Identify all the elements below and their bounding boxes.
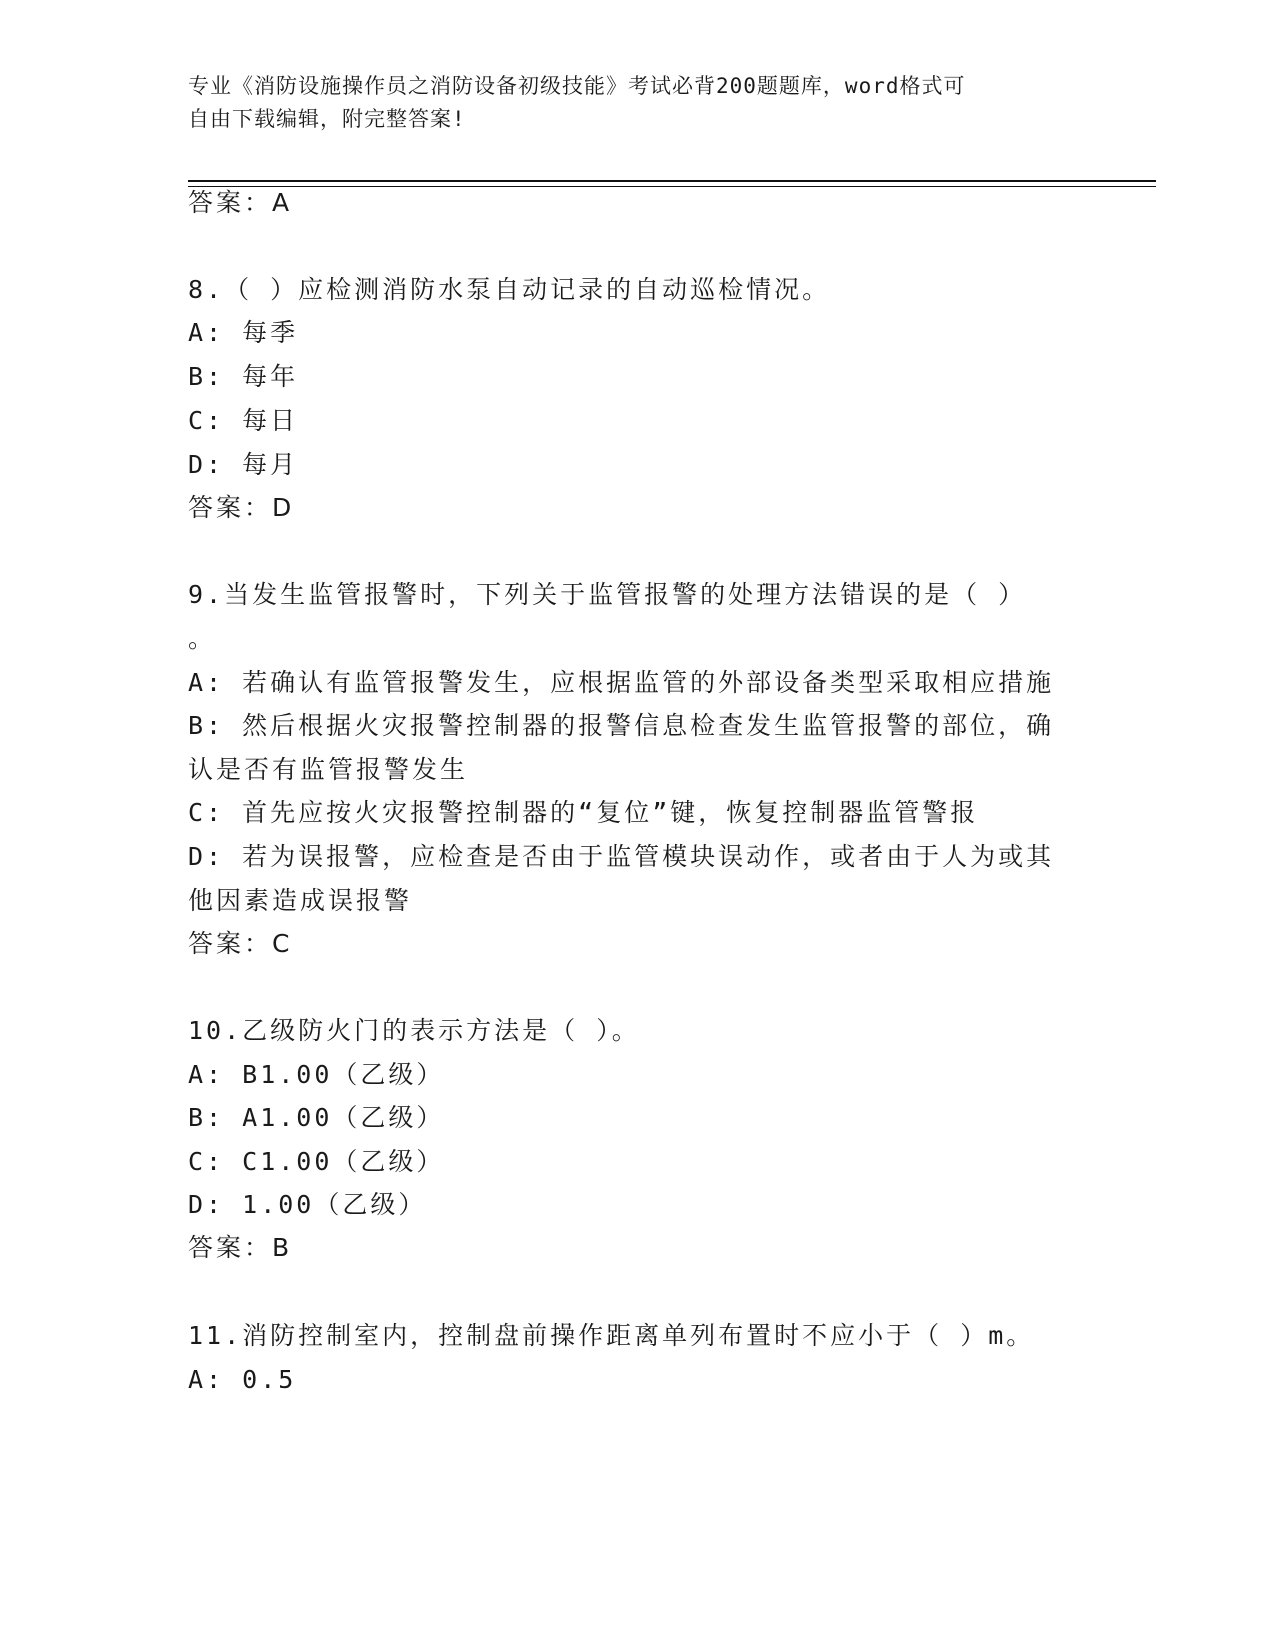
option-11a: A: 0.5	[188, 1365, 297, 1394]
option-9b-line-2: 认是否有监管报警发生	[188, 755, 469, 784]
option-9a: A: 若确认有监管报警发生，应根据监管的外部设备类型采取相应措施	[188, 668, 1055, 697]
question-9-line-2: 。	[188, 624, 217, 653]
question-8: 8.（ ）应检测消防水泵自动记录的自动巡检情况。	[188, 275, 831, 304]
option-8d: D: 每月	[188, 450, 299, 479]
option-8a: A: 每季	[188, 318, 299, 347]
header-line-1: 专业《消防设施操作员之消防设备初级技能》考试必背200题题库，word格式可	[188, 74, 966, 98]
option-9d-line-2: 他因素造成误报警	[188, 886, 413, 915]
option-8b: B: 每年	[188, 362, 299, 391]
question-10: 10.乙级防火门的表示方法是（ ）。	[188, 1016, 640, 1045]
answer-10: 答案：B	[188, 1233, 293, 1262]
option-10d: D: 1.00（乙级）	[188, 1190, 427, 1219]
option-9d-line-1: D: 若为误报警，应检查是否由于监管模块误动作，或者由于人为或其	[188, 842, 1055, 871]
option-9b-line-1: B: 然后根据火灾报警控制器的报警信息检查发生监管报警的部位，确	[188, 711, 1055, 740]
page-header	[188, 70, 1088, 136]
question-11: 11.消防控制室内，控制盘前操作距离单列布置时不应小于（ ）m。	[188, 1321, 1035, 1350]
option-10c: C: C1.00（乙级）	[188, 1147, 445, 1176]
answer-9: 答案：C	[188, 929, 293, 958]
answer-7: 答案：A	[188, 188, 293, 217]
header-divider-thick	[188, 180, 1156, 182]
header-divider-thin	[188, 186, 1156, 187]
option-8c: C: 每日	[188, 406, 299, 435]
option-9c: C: 首先应按火灾报警控制器的“复位”键，恢复控制器监管警报	[188, 798, 979, 827]
question-9-line-1: 9.当发生监管报警时，下列关于监管报警的处理方法错误的是（ ）	[188, 580, 1027, 609]
option-10a: A: B1.00（乙级）	[188, 1060, 445, 1089]
option-10b: B: A1.00（乙级）	[188, 1103, 445, 1132]
answer-8: 答案：D	[188, 493, 295, 522]
header-line-2: 自由下载编辑，附完整答案!	[188, 107, 466, 131]
